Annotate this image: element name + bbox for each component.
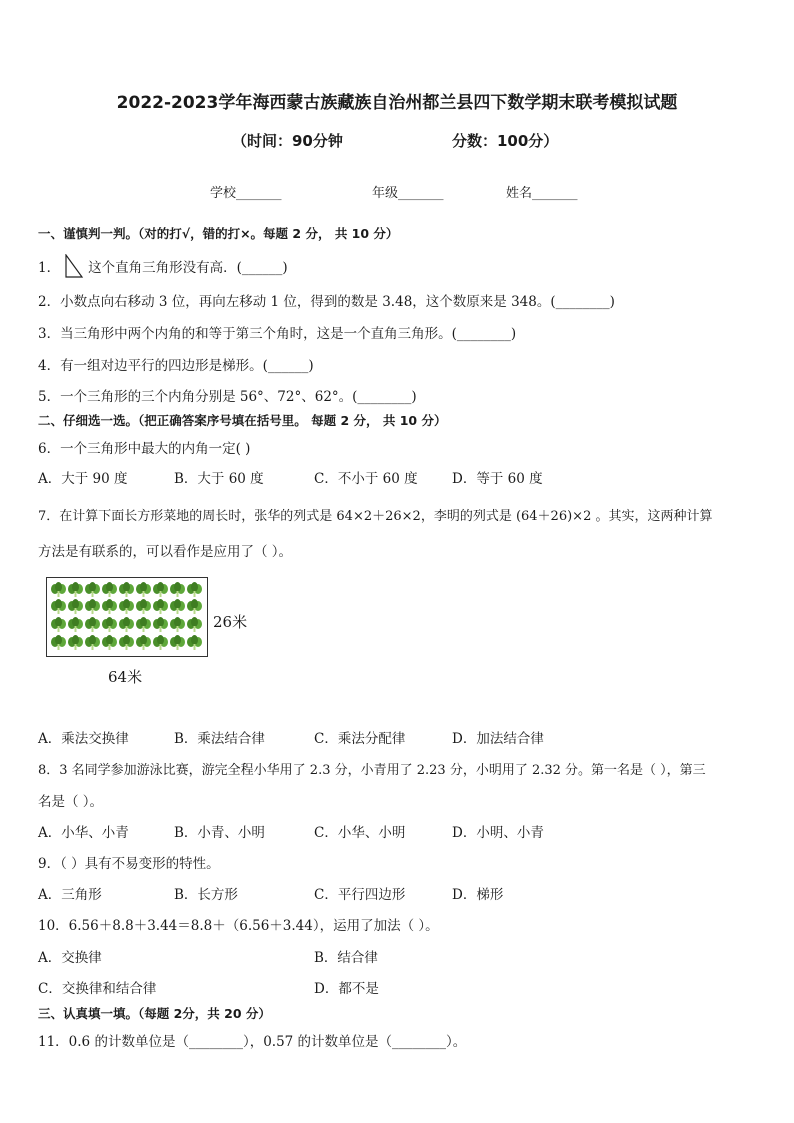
exam-score: 分数：100分） xyxy=(452,132,559,150)
grade-field: 年级_______ xyxy=(372,186,444,201)
question-8-line-1: 8．3 名同学参加游泳比赛，游完全程小华用了 2.3 分，小青用了 2.23 分，小明用了 2.32 分。第一名是（ ），第三 xyxy=(38,763,706,778)
question-6-option-a: A．大于 90 度 xyxy=(38,471,128,487)
vegetable-field-figure xyxy=(46,577,208,657)
question-7-option-b: B．乘法结合律 xyxy=(174,731,265,747)
page-title: 2022-2023学年海西蒙古族藏族自治州都兰县四下数学期末联考模拟试题 xyxy=(116,93,678,113)
section-heading-1: 一、谨慎判一判。（对的打√，错的打×。每题 2 分， 共 10 分） xyxy=(38,226,399,241)
question-1-text: 这个直角三角形没有高．(______) xyxy=(88,260,288,276)
vegetable-grid xyxy=(51,582,203,652)
question-8-line-2: 名是（ ）。 xyxy=(38,794,104,810)
question-8-option-b: B．小青、小明 xyxy=(174,825,265,841)
question-6: 6．一个三角形中最大的内角一定( ) xyxy=(38,441,251,457)
question-9: 9．（ ）具有不易变形的特性。 xyxy=(38,856,220,872)
question-9-option-a: A．三角形 xyxy=(38,887,102,903)
question-3: 3．当三角形中两个内角的和等于第三个角时，这是一个直角三角形。(________) xyxy=(38,326,517,342)
question-10: 10．6.56＋8.8＋3.44＝8.8＋（6.56＋3.44），运用了加法（ ）。 xyxy=(38,918,439,934)
question-9-option-b: B．长方形 xyxy=(174,887,238,903)
question-10-option-b: B．结合律 xyxy=(314,950,378,966)
section-heading-2: 二、仔细选一选。（把正确答案序号填在括号里。 每题 2 分， 共 10 分） xyxy=(38,413,447,428)
figure-height-label: 26米 xyxy=(213,613,248,631)
question-8-option-d: D．小明、小青 xyxy=(452,825,544,841)
figure-width-label: 64米 xyxy=(108,668,143,686)
question-8-option-c: C．小华、小明 xyxy=(314,825,406,841)
question-7-option-a: A．乘法交换律 xyxy=(38,731,129,747)
question-10-option-c: C．交换律和结合律 xyxy=(38,981,157,997)
question-9-option-c: C．平行四边形 xyxy=(314,887,406,903)
question-1-number: 1． xyxy=(38,260,61,276)
section-heading-3: 三、认真填一填。（每题 2分，共 20 分） xyxy=(38,1006,271,1021)
question-4: 4．有一组对边平行的四边形是梯形。(______) xyxy=(38,358,314,374)
question-6-option-d: D．等于 60 度 xyxy=(452,471,543,487)
question-11: 11．0.6 的计数单位是（________），0.57 的计数单位是（________）。 xyxy=(38,1034,467,1050)
question-7-option-d: D．加法结合律 xyxy=(452,731,544,747)
question-8-option-a: A．小华、小青 xyxy=(38,825,129,841)
right-triangle-icon xyxy=(64,254,84,282)
question-5: 5．一个三角形的三个内角分别是 56°、72°、62°。(________) xyxy=(38,389,417,405)
question-7-line-1: 7．在计算下面长方形菜地的周长时，张华的列式是 64×2＋26×2，李明的列式是 (64＋26)×2 。其实，这两种计算 xyxy=(38,509,713,524)
question-1 xyxy=(38,254,288,282)
exam-time: （时间：90分钟 xyxy=(232,132,343,150)
question-9-option-d: D．梯形 xyxy=(452,887,504,903)
question-6-option-b: B．大于 60 度 xyxy=(174,471,264,487)
question-10-option-d: D．都不是 xyxy=(314,981,379,997)
question-7-option-c: C．乘法分配律 xyxy=(314,731,406,747)
school-field: 学校_______ xyxy=(210,186,282,201)
question-10-option-a: A．交换律 xyxy=(38,950,102,966)
question-2: 2．小数点向右移动 3 位，再向左移动 1 位，得到的数是 3.48，这个数原来是 348。(________) xyxy=(38,294,615,310)
question-6-option-c: C．不小于 60 度 xyxy=(314,471,418,487)
question-7-line-2: 方法是有联系的，可以看作是应用了（ ）。 xyxy=(38,544,293,560)
name-field: 姓名_______ xyxy=(506,186,578,201)
